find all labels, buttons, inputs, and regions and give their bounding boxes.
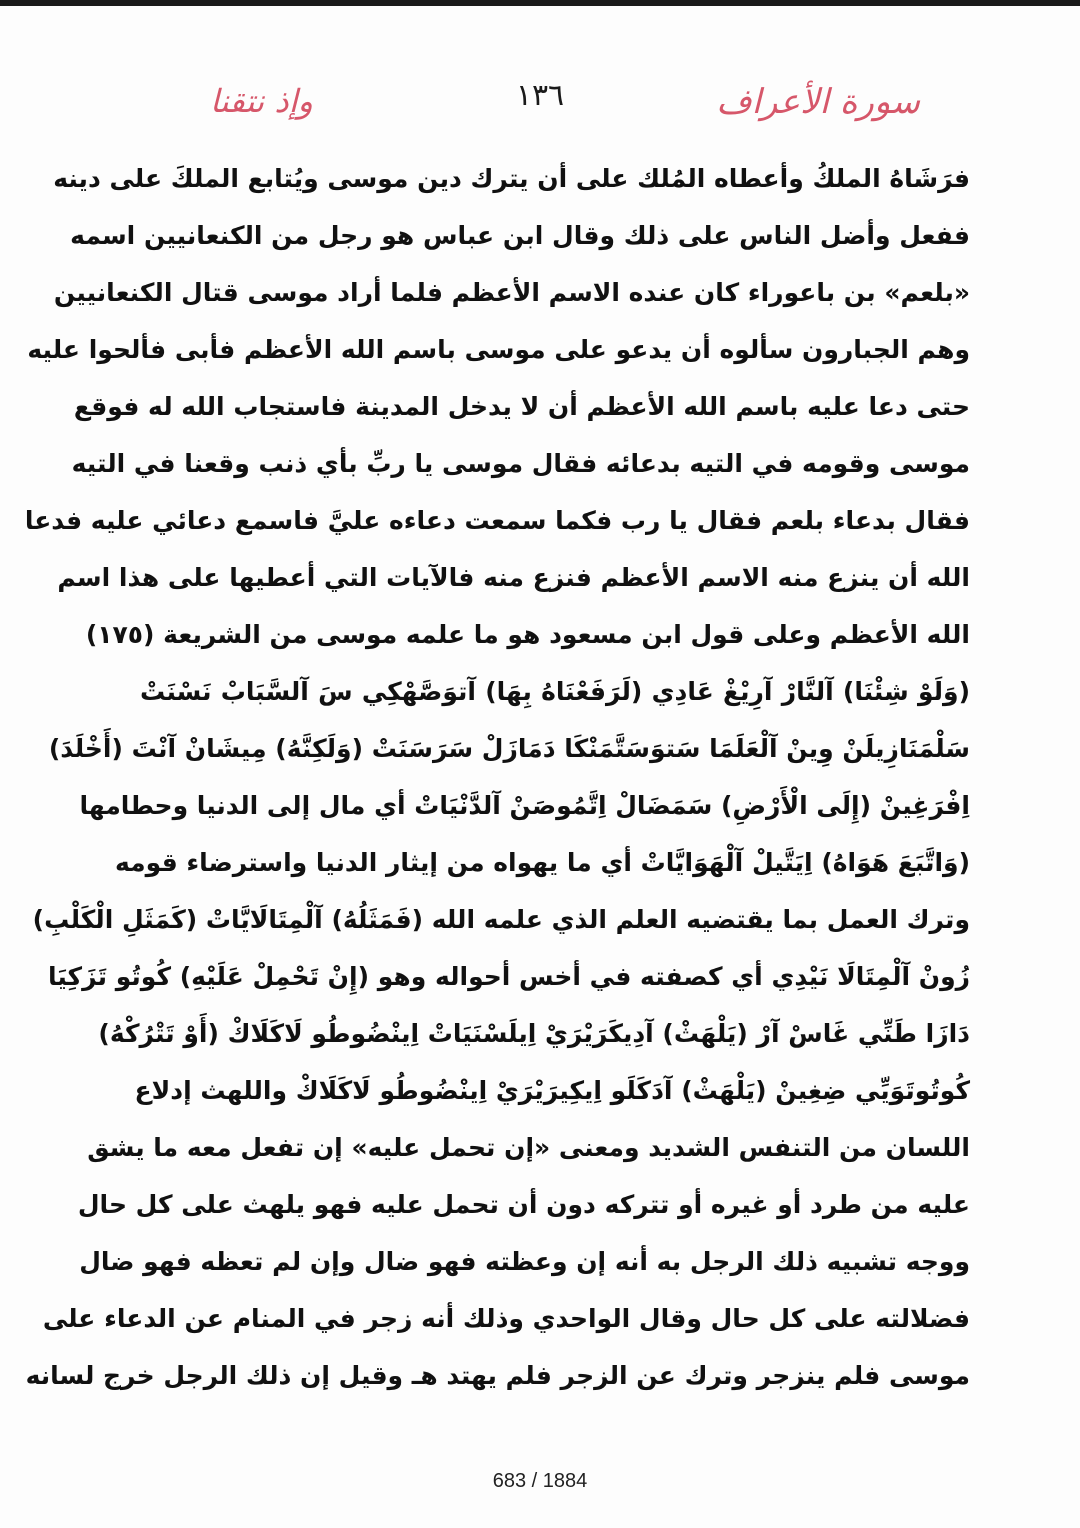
text-line: اللسان من التنفس الشديد ومعنى «إن تحمل عليه» إن تفعل معه ما يشق bbox=[87, 1133, 970, 1162]
text-line: كُوتُوتَوَيِّي ضِغِينْ (يَلْهَثْ) آدَكَلَو اِيكِيرَيْرَيْ اِينْضُوطُو لَاكَلَاكْ واللهث إدلاع bbox=[134, 1076, 970, 1105]
text-line: فرَشَاهُ الملكُ وأعطاه المُلك على أن يترك دين موسى ويُتابع الملكَ على دينه bbox=[53, 164, 970, 193]
text-line: (وَاتَّبَعَ هَوَاهُ) اِيَتَّيلْ آلْهَوَايَّاتْ أي ما يهواه من إيثار الدنيا واسترضاء قومه bbox=[115, 848, 970, 877]
text-line: الله أن ينزع منه الاسم الأعظم فنزع منه فالآيات التي أعطيها على هذا اسم bbox=[57, 563, 970, 592]
text-line: ووجه تشبيه ذلك الرجل به أنه إن وعظته فهو ضال وإن لم تعظه فهو ضال bbox=[79, 1247, 970, 1276]
text-line: ففعل وأضل الناس على ذلك وقال ابن عباس هو رجل من الكنعانيين اسمه bbox=[70, 221, 970, 250]
text-line: موسى وقومه في التيه بدعائه فقال موسى يا ربِّ بأي ذنب وقعنا في التيه bbox=[71, 449, 970, 478]
text-line: زُونْ آلْمِتَالَا نَيْدِي أي كصفته في أخس أحواله وهو (إِنْ تَحْمِلْ عَلَيْهِ) كُوتُو تَزَكِيَا bbox=[47, 962, 970, 991]
text-line: فضلالته على كل حال وقال الواحدي وذلك أنه زجر في المنام عن الدعاء على bbox=[42, 1304, 970, 1333]
surah-title: سورة الأعراف bbox=[716, 82, 920, 122]
handwritten-side-note: وإذ نتقنا bbox=[210, 82, 313, 120]
text-line: موسى فلم ينزجر وترك عن الزجر فلم يهتد هـ وقيل إن ذلك الرجل خرج لسانه bbox=[25, 1361, 970, 1390]
text-line: (وَلَوْ شِئْنَا) آلنَّارْ آرِيْغْ عَادِي (لَرَفَعْنَاهُ بِهَا) آتوَصَّهْكِي سَ آلسَّبَابْ نَسْنَتْ bbox=[140, 677, 970, 706]
page-number: ١٣٦ bbox=[515, 78, 565, 113]
body-text bbox=[24, 150, 970, 1404]
page-top-edge bbox=[0, 0, 1080, 6]
page-counter: 683 / 1884 bbox=[492, 1470, 588, 1492]
text-line: وهم الجبارون سألوه أن يدعو على موسى باسم الله الأعظم فأبى فألحوا عليه bbox=[27, 335, 970, 364]
text-line: دَازَا طَنِّي غَاسْ آرْ (يَلْهَثْ) آدِيكَرَيْرَيْ اِيلَسْنَيَاتْ اِينْضُوطُو لَاكَلَاكْ (أَوْ تَتْرُكْهُ) bbox=[98, 1019, 970, 1048]
text-line: سَلْمَنَازِيلَنْ وِينْ آلْعَلَمَا سَتوَسَتَّمَنْكَا دَمَازَلْ سَرَسَنَتْ (وَلَكِنَّهُ) مِيشَانْ آنْتَ (أَخْلَدَ) bbox=[48, 734, 970, 763]
text-line: اِفْرَغِينْ (إِلَى الْأَرْضِ) سَمَضَالْ اِتَّمُوصَنْ آلدَّنْيَاتْ أي مال إلى الدنيا وحطامها bbox=[79, 791, 970, 820]
text-line: فقال بدعاء بلعم فقال يا رب فكما سمعت دعاءه عليَّ فاسمع دعائي عليه فدعا bbox=[24, 506, 970, 535]
text-line: الله الأعظم وعلى قول ابن مسعود هو ما علمه موسى من الشريعة (١٧٥) bbox=[85, 620, 970, 649]
page-header bbox=[150, 76, 930, 136]
text-line: وترك العمل بما يقتضيه العلم الذي علمه الله (فَمَثَلُهُ) آلْمِتَالَايَّاتْ (كَمَثَلِ الْكَلْبِ) bbox=[32, 905, 970, 934]
text-line: عليه من طرد أو غيره أو تتركه دون أن تحمل عليه فهو يلهث على كل حال bbox=[77, 1190, 970, 1219]
text-line: «بلعم» بن باعوراء كان عنده الاسم الأعظم فلما أراد موسى قتال الكنعانيين bbox=[53, 278, 970, 307]
text-line: حتى دعا عليه باسم الله الأعظم أن لا يدخل المدينة فاستجاب الله له فوقع bbox=[73, 392, 970, 421]
